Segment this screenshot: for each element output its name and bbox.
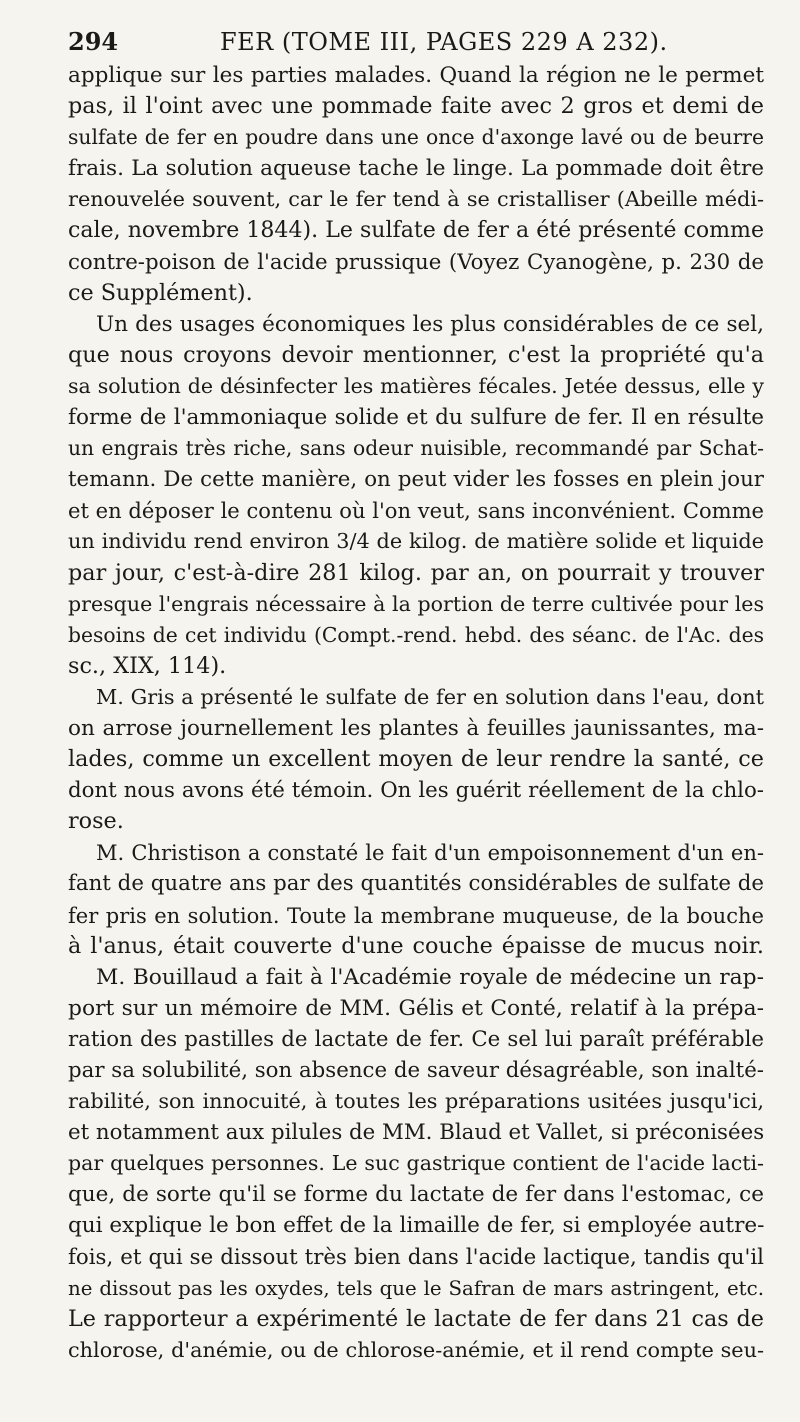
paragraph-start-line: Un des usages économiques les plus considérables de ce sel, [96, 311, 764, 337]
text-line: port sur un mémoire de MM. Gélis et Conté, relatif à la prépa- [68, 995, 764, 1021]
text-line: lades, comme un excellent moyen de leur rendre la santé, ce [68, 746, 764, 773]
text-line: ration des pastilles de lactate de fer. Ce sel lui paraît préférable [68, 1026, 764, 1052]
text-line: à l'anus, était couverte d'une couche épaisse de mucus noir. [68, 932, 764, 959]
text-line: cale, novembre 1844). Le sulfate de fer a été présenté comme [68, 218, 764, 244]
text-line: presque l'engrais nécessaire à la portion de terre cultivée pour les [68, 591, 764, 616]
text-line: fant de quatre ans par des quantités considérables de sulfate de [68, 871, 764, 897]
text-line: besoins de cet individu (Compt.-rend. hebd. des séanc. de l'Ac. des [68, 622, 764, 647]
text-line: ce Supplément). [68, 279, 253, 306]
paragraph-start-line: M. Gris a présenté le sulfate de fer en solution dans l'eau, dont [96, 684, 764, 709]
text-line: Le rapporteur a expérimenté le lactate de fer dans 21 cas de [68, 1305, 764, 1332]
text-line: que, de sorte qu'il se forme du lactate de fer dans l'estomac, ce [68, 1182, 764, 1208]
text-line: pas, il l'oint avec une pommade faite avec 2 gros et demi de [68, 93, 764, 120]
text-line: frais. La solution aqueuse tache le linge. La pommade doit être [68, 156, 764, 182]
text-line: forme de l'ammoniaque solide et du sulfure de fer. Il en résulte [68, 405, 764, 431]
text-line: fer pris en solution. Toute la membrane muqueuse, de la bouche [68, 902, 764, 928]
text-line: applique sur les parties malades. Quand la région ne le permet [68, 63, 764, 88]
paragraph-start-line: M. Bouillaud a fait à l'Académie royale de médecine un rap- [96, 964, 764, 990]
text-line: rabilité, son innocuité, à toutes les préparations usitées jusqu'ici, [68, 1089, 764, 1114]
text-line: que nous croyons devoir mentionner, c'est la propriété qu'a [68, 341, 764, 368]
body-text [68, 60, 764, 1366]
page-number: 294 [68, 27, 119, 56]
text-line: et en déposer le contenu où l'on veut, sans inconvénient. Comme [68, 498, 764, 524]
text-line: un individu rend environ 3/4 de kilog. de matière solide et liquide [68, 529, 764, 554]
text-line: et notamment aux pilules de MM. Blaud et Vallet, si préconisées [68, 1120, 765, 1146]
text-line: par jour, c'est-à-dire 281 kilog. par an, on pourrait y trouver [68, 559, 764, 586]
page-header [68, 22, 762, 62]
text-line: renouvelée souvent, car le fer tend à se cristalliser (Abeille médi- [68, 187, 764, 212]
text-line: par quelques personnes. Le suc gastrique contient de l'acide lacti- [68, 1151, 764, 1176]
text-line: on arrose journellement les plantes à feuilles jaunissantes, ma- [68, 715, 764, 741]
text-line: dont nous avons été témoin. On les guérit réellement de la chlo- [68, 778, 764, 804]
paragraph-start-line: M. Christison a constaté le fait d'un empoisonnement d'un en- [96, 840, 764, 866]
text-line: par sa solubilité, son absence de saveur désagréable, son inalté- [68, 1058, 764, 1083]
text-line: chlorose, d'anémie, ou de chlorose-anémie, et il rend compte seu- [68, 1337, 764, 1362]
text-line: sa solution de désinfecter les matières fécales. Jetée dessus, elle y [68, 373, 764, 398]
text-line: un engrais très riche, sans odeur nuisible, recommandé par Schat- [68, 436, 764, 461]
text-line: ne dissout pas les oxydes, tels que le Safran de mars astringent, etc. [68, 1276, 764, 1300]
text-line: contre-poison de l'acide prussique (Voyez Cyanogène, p. 230 de [68, 249, 764, 275]
text-line: qui explique le bon effet de la limaille de fer, si employée autre- [68, 1213, 765, 1239]
running-head: FER (TOME III, PAGES 229 A 232). [220, 28, 668, 56]
text-line: sc., XIX, 114). [68, 652, 227, 679]
text-line: sulfate de fer en poudre dans une once d'axonge lavé ou de beurre [68, 125, 764, 150]
text-line: fois, et qui se dissout très bien dans l'acide lactique, tandis qu'il [68, 1244, 764, 1270]
text-line: rose. [68, 808, 124, 835]
text-line: temann. De cette manière, on peut vider les fosses en plein jour [68, 467, 764, 493]
